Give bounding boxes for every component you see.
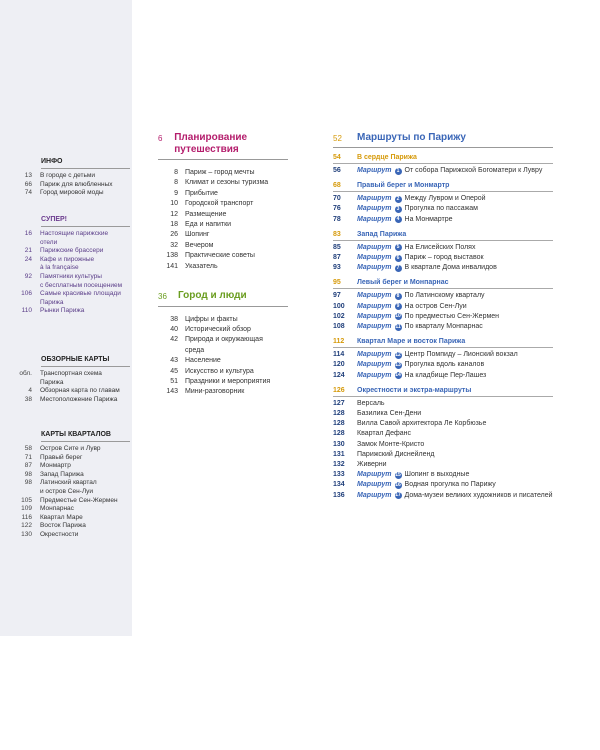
planning-section <box>158 132 288 272</box>
entry-title: Версаль <box>357 399 385 407</box>
entry-title: На остров Сен-Луи <box>404 302 467 310</box>
route-number-badge: 10 <box>395 313 401 320</box>
entry-page: 10 <box>170 200 178 208</box>
entry-page: 71 <box>24 453 32 461</box>
entry-page: 12 <box>170 210 178 218</box>
sidebar-entry <box>8 379 130 388</box>
routes-header <box>333 132 553 148</box>
route-number-badge: 17 <box>395 492 401 499</box>
toc-entry <box>158 178 288 188</box>
entry-page: 43 <box>170 357 178 365</box>
region-title: Окрестности и экстра-маршруты <box>357 386 472 394</box>
routes-page-number: 52 <box>333 134 342 143</box>
entry-page: 108 <box>333 323 345 331</box>
routes-title: Маршруты по Парижу <box>357 132 466 143</box>
entry-title: На Елисейских Полях <box>404 243 476 251</box>
region-header <box>333 279 553 289</box>
route-entry <box>333 440 553 450</box>
planning-list <box>158 168 288 272</box>
entry-page <box>8 264 32 273</box>
entry-page: 87 <box>333 254 341 262</box>
entry-title: На Монмартре <box>404 215 453 223</box>
route-region <box>333 231 553 274</box>
entry-page: 120 <box>333 361 345 369</box>
sidebar-entry <box>8 307 130 316</box>
entry-page: 98 <box>24 479 32 487</box>
entry-title: Население <box>185 357 221 365</box>
entry-page: 76 <box>333 205 341 213</box>
entry-page: 87 <box>24 462 32 470</box>
route-number-badge: 6 <box>395 255 402 262</box>
route-entry <box>333 409 553 419</box>
toc-entry <box>158 199 288 209</box>
entry-page: 105 <box>21 496 32 504</box>
sidebar-section-title: ИНФО <box>41 158 130 169</box>
route-number-badge: 11 <box>395 323 401 330</box>
entry-page: 132 <box>333 461 345 469</box>
sidebar-entry <box>8 299 130 308</box>
toc-entry <box>158 251 288 261</box>
entry-title: à la française <box>40 264 79 272</box>
sidebar-entry <box>8 264 130 273</box>
route-entry <box>333 243 553 253</box>
region-page: 68 <box>333 182 341 190</box>
entry-page: 130 <box>333 440 345 448</box>
entry-title: Искусство и культура <box>185 367 254 375</box>
entry-title: Парижский Диснейленд <box>357 450 435 458</box>
entry-title: Памятники культуры <box>40 272 102 280</box>
entry-page: 9 <box>174 189 178 197</box>
sidebar-entry <box>8 256 130 265</box>
entry-page: 110 <box>21 307 32 315</box>
route-number-badge: 7 <box>395 265 402 272</box>
entry-page: 56 <box>333 167 341 174</box>
planning-header <box>158 132 288 160</box>
sidebar-entry <box>8 522 130 531</box>
entry-page: 40 <box>170 325 178 333</box>
region-page: 95 <box>333 279 341 287</box>
toc-entry <box>158 262 288 272</box>
entry-title: Париж – город мечты <box>185 169 255 176</box>
entry-title: Вилла Савой архитектора Ле Корбюзье <box>357 420 487 428</box>
entry-title: Восток Парижа <box>40 522 86 530</box>
toc-entry <box>158 189 288 199</box>
route-label: Маршрут <box>357 481 392 489</box>
entry-title: В городе с детьми <box>40 172 95 179</box>
entry-title: Прогулка вдоль каналов <box>404 361 485 369</box>
route-label: Маршрут <box>357 254 392 262</box>
route-entry <box>333 470 553 480</box>
route-label: Маршрут <box>357 371 392 379</box>
route-label: Маршрут <box>357 264 392 272</box>
sidebar-entry <box>8 230 130 239</box>
route-number-badge: 4 <box>395 216 402 223</box>
region-title: Правый берег и Монмартр <box>357 182 450 190</box>
region-title: Левый берег и Монпарнас <box>357 279 449 287</box>
toc-entry <box>158 325 288 335</box>
entry-page: 116 <box>21 513 32 521</box>
route-entry <box>333 215 553 225</box>
city-title: Город и люди <box>178 290 247 301</box>
entry-title: Мини-разговорник <box>185 388 245 396</box>
entry-page: 124 <box>333 371 345 379</box>
entry-title: Шопинг <box>185 231 210 239</box>
entry-page: 26 <box>170 231 178 239</box>
routes-list <box>333 154 553 501</box>
entry-title: От собора Парижской Богоматери к Лувру <box>404 167 543 174</box>
entry-title: По кварталу Монпарнас <box>404 323 483 331</box>
sidebar <box>0 0 132 636</box>
route-label: Маршрут <box>357 491 392 499</box>
route-label: Маршрут <box>357 243 392 251</box>
route-entry <box>333 204 553 214</box>
entry-title: Квартал Дефанс <box>357 430 412 438</box>
sidebar-entry <box>8 172 130 181</box>
city-list <box>158 315 288 398</box>
entry-title: Городской транспорт <box>185 200 254 208</box>
entry-page: 92 <box>24 272 32 280</box>
region-page: 126 <box>333 386 345 394</box>
region-page: 54 <box>333 154 341 161</box>
entry-page: 38 <box>24 395 32 403</box>
entry-page: 45 <box>170 367 178 375</box>
sidebar-entry <box>8 396 130 405</box>
entry-page: 128 <box>333 430 345 438</box>
route-region <box>333 338 553 381</box>
route-entry <box>333 253 553 263</box>
region-header <box>333 387 553 397</box>
route-region <box>333 387 553 501</box>
planning-page-number: 6 <box>158 134 163 143</box>
entry-page: 138 <box>166 252 178 260</box>
route-label: Маршрут <box>357 205 392 213</box>
entry-page <box>8 379 32 388</box>
entry-title: Парижа <box>40 378 64 386</box>
entry-page: 85 <box>333 243 341 251</box>
route-entry <box>333 263 553 273</box>
route-number-badge: 16 <box>395 482 401 489</box>
route-entry <box>333 419 553 429</box>
sidebar-entry <box>8 462 130 471</box>
sidebar-entry <box>8 290 130 299</box>
sidebar-entry <box>8 282 130 291</box>
route-label: Маршрут <box>357 312 392 320</box>
route-number-badge: 1 <box>395 168 402 175</box>
entry-page: 24 <box>24 255 32 263</box>
toc-entry <box>158 168 288 178</box>
toc-entry <box>158 210 288 220</box>
route-entry <box>333 312 553 322</box>
route-number-badge: 13 <box>395 362 401 369</box>
route-entry <box>333 480 553 490</box>
toc-entry <box>158 230 288 240</box>
entry-page: 109 <box>21 505 32 513</box>
entry-page: 70 <box>333 195 341 203</box>
entry-title: Исторический обзор <box>185 325 251 333</box>
entry-title: Рынки Парижа <box>40 307 85 315</box>
sidebar-entry <box>8 239 130 248</box>
route-entry <box>333 399 553 409</box>
route-number-badge: 5 <box>395 244 402 251</box>
route-region <box>333 279 553 332</box>
entry-title: Транспортная схема <box>40 370 102 377</box>
route-number-badge: 2 <box>395 196 402 203</box>
entry-page: 38 <box>170 315 178 323</box>
sidebar-entry <box>8 387 130 396</box>
route-label: Маршрут <box>357 471 392 479</box>
route-label: Маршрут <box>357 351 392 359</box>
region-page: 83 <box>333 230 341 238</box>
entry-title: и остров Сен-Луи <box>40 487 94 495</box>
entry-page: 134 <box>333 481 345 489</box>
route-entry <box>333 322 553 332</box>
route-label: Маршрут <box>357 361 392 369</box>
sidebar-section <box>8 431 130 540</box>
entry-title: Париж для влюбленных <box>40 180 113 188</box>
routes-section <box>333 132 553 507</box>
sidebar-entry <box>8 531 130 540</box>
entry-title: На кладбище Пер-Лашез <box>404 371 487 379</box>
entry-title: Парижские брассери <box>40 247 104 255</box>
entry-page: 97 <box>333 292 341 300</box>
entry-page: 128 <box>333 420 345 428</box>
entry-page: 8 <box>174 179 178 187</box>
entry-page <box>8 299 32 308</box>
entry-title: Климат и сезоны туризма <box>185 179 269 187</box>
entry-title: Прибытие <box>185 189 218 197</box>
planning-title: Планирование путешествия <box>174 132 248 155</box>
entry-title: Шопинг в выходные <box>404 471 470 479</box>
entry-title: Настоящие парижские <box>40 230 109 237</box>
route-entry <box>333 371 553 381</box>
entry-page: 114 <box>333 351 345 359</box>
route-entry <box>333 194 553 204</box>
entry-title: Вечером <box>185 241 214 249</box>
entry-title: Квартал Маре <box>40 513 83 521</box>
entry-title: Монмартр <box>40 462 71 470</box>
entry-page <box>8 488 32 497</box>
route-region <box>333 154 553 176</box>
entry-title: Праздники и мероприятия <box>185 377 271 385</box>
entry-page: 141 <box>166 262 178 270</box>
region-page: 112 <box>333 338 345 346</box>
entry-page: 16 <box>24 230 32 237</box>
entry-title: Природа и окружающая <box>185 336 263 344</box>
route-number-badge: 14 <box>395 372 401 379</box>
entry-page: 100 <box>333 302 345 310</box>
entry-title: По Латинскому кварталу <box>404 292 485 300</box>
entry-page: 130 <box>21 530 32 538</box>
sidebar-entry <box>8 479 130 488</box>
route-entry <box>333 350 553 360</box>
route-label: Маршрут <box>357 215 392 223</box>
region-title: Квартал Маре и восток Парижа <box>357 338 466 346</box>
sidebar-entry <box>8 488 130 497</box>
entry-page: обл. <box>19 370 32 377</box>
entry-page: 133 <box>333 471 345 479</box>
city-header <box>158 290 288 307</box>
entry-title: Практические советы <box>185 252 255 260</box>
entry-title: Еда и напитки <box>185 221 232 229</box>
entry-title: Окрестности <box>40 530 79 538</box>
entry-title: Кафе и пирожные <box>40 255 95 263</box>
entry-page: 4 <box>28 387 32 395</box>
entry-title: В квартале Дома инвалидов <box>404 264 497 272</box>
sidebar-section-title: ОБЗОРНЫЕ КАРТЫ <box>41 356 130 367</box>
route-number-badge: 15 <box>395 471 401 478</box>
entry-title: Город мировой моды <box>40 189 104 197</box>
toc-entry <box>158 335 288 345</box>
entry-page: 136 <box>333 491 345 499</box>
route-number-badge: 12 <box>395 351 401 358</box>
sidebar-entry <box>8 370 130 379</box>
toc-entry <box>158 367 288 377</box>
entry-title: Центр Помпиду – Лионский вокзал <box>404 351 518 359</box>
route-entry <box>333 429 553 439</box>
sidebar-entry <box>8 273 130 282</box>
route-entry <box>333 491 553 501</box>
entry-page <box>8 239 32 248</box>
entry-title: Базилика Сен-Дени <box>357 410 422 418</box>
route-label: Маршрут <box>357 292 392 300</box>
region-header <box>333 231 553 241</box>
entry-page: 102 <box>333 312 345 320</box>
sidebar-entry <box>8 505 130 514</box>
sidebar-entry <box>8 189 130 198</box>
entry-title: Самые красивые площади <box>40 290 121 298</box>
entry-page <box>8 282 32 291</box>
entry-title: Латинский квартал <box>40 479 97 487</box>
entry-title: По предместью Сен-Жермен <box>404 312 500 320</box>
entry-title: Местоположение Парижа <box>40 395 118 403</box>
sidebar-entry <box>8 454 130 463</box>
entry-title: Монпарнас <box>40 505 74 513</box>
route-label: Маршрут <box>357 195 392 203</box>
sidebar-entry <box>8 445 130 454</box>
region-header <box>333 182 553 192</box>
entry-title: Живерни <box>357 461 387 469</box>
entry-page: 66 <box>24 180 32 188</box>
region-header <box>333 154 553 164</box>
entry-page: 32 <box>170 241 178 249</box>
sidebar-section <box>8 356 130 404</box>
entry-page: 128 <box>333 410 345 418</box>
entry-title: Между Лувром и Оперой <box>404 195 486 203</box>
entry-page: 143 <box>166 388 178 396</box>
route-number-badge: 3 <box>395 206 402 213</box>
toc-entry <box>158 377 288 387</box>
entry-title: с бесплатным посещением <box>40 281 123 289</box>
toc-entry <box>158 220 288 230</box>
entry-page: 51 <box>170 377 178 385</box>
city-page-number: 36 <box>158 292 167 301</box>
sidebar-section-title: КАРТЫ КВАРТАЛОВ <box>41 431 130 442</box>
entry-page: 18 <box>170 221 178 229</box>
entry-page: 93 <box>333 264 341 272</box>
entry-title: Указатель <box>185 262 218 270</box>
entry-title: Париж – город выставок <box>404 254 484 262</box>
toc-entry <box>158 387 288 397</box>
entry-title: Дома-музеи великих художников и писателей <box>404 491 553 499</box>
sidebar-entry <box>8 181 130 190</box>
route-entry <box>333 460 553 470</box>
entry-page: 74 <box>24 189 32 197</box>
toc-entry <box>158 241 288 251</box>
toc-entry <box>158 315 288 325</box>
toc-entry <box>158 356 288 366</box>
entry-title: Замок Монте-Кристо <box>357 440 425 448</box>
entry-page: 122 <box>21 522 32 530</box>
entry-title: Размещение <box>185 210 227 218</box>
sidebar-section-title: СУПЕР! <box>41 216 130 227</box>
route-entry <box>333 450 553 460</box>
sidebar-section <box>8 158 130 198</box>
entry-page: 13 <box>24 172 32 179</box>
entry-page: 8 <box>174 169 178 176</box>
route-entry <box>333 360 553 370</box>
entry-page: 58 <box>24 445 32 452</box>
entry-page: 21 <box>24 247 32 255</box>
region-title: Запад Парижа <box>357 230 407 238</box>
entry-title: Предместье Сен-Жермен <box>40 496 118 504</box>
route-number-badge: 8 <box>395 293 402 300</box>
sidebar-entry <box>8 497 130 506</box>
city-section <box>158 290 288 398</box>
route-region <box>333 182 553 225</box>
entry-title: Обзорная карта по главам <box>40 387 120 395</box>
entry-title: Запад Парижа <box>40 470 84 478</box>
region-title: В сердце Парижа <box>357 154 417 161</box>
route-entry <box>333 166 553 176</box>
route-number-badge: 9 <box>395 303 402 310</box>
route-label: Маршрут <box>357 167 392 174</box>
entry-title: среда <box>185 346 205 354</box>
entry-page: 131 <box>333 450 345 458</box>
entry-page: 78 <box>333 215 341 223</box>
sidebar-entry <box>8 514 130 523</box>
entry-page: 42 <box>170 336 178 344</box>
entry-title: Парижа <box>40 298 64 306</box>
route-label: Маршрут <box>357 323 392 331</box>
entry-page <box>158 346 178 356</box>
sidebar-entry <box>8 247 130 256</box>
entry-title: Прогулка по пассажам <box>404 205 478 213</box>
sidebar-section <box>8 216 130 316</box>
entry-title: Остров Сите и Лувр <box>40 445 101 452</box>
entry-page: 127 <box>333 399 345 407</box>
entry-page: 106 <box>21 290 32 298</box>
entry-title: Цифры и факты <box>185 315 238 323</box>
entry-title: Водная прогулка по Парижу <box>404 481 496 489</box>
toc-entry <box>158 346 288 356</box>
route-entry <box>333 302 553 312</box>
route-entry <box>333 291 553 301</box>
entry-title: отели <box>40 238 58 246</box>
route-label: Маршрут <box>357 302 392 310</box>
region-header <box>333 338 553 348</box>
entry-page: 98 <box>24 470 32 478</box>
entry-title: Правый берег <box>40 453 83 461</box>
